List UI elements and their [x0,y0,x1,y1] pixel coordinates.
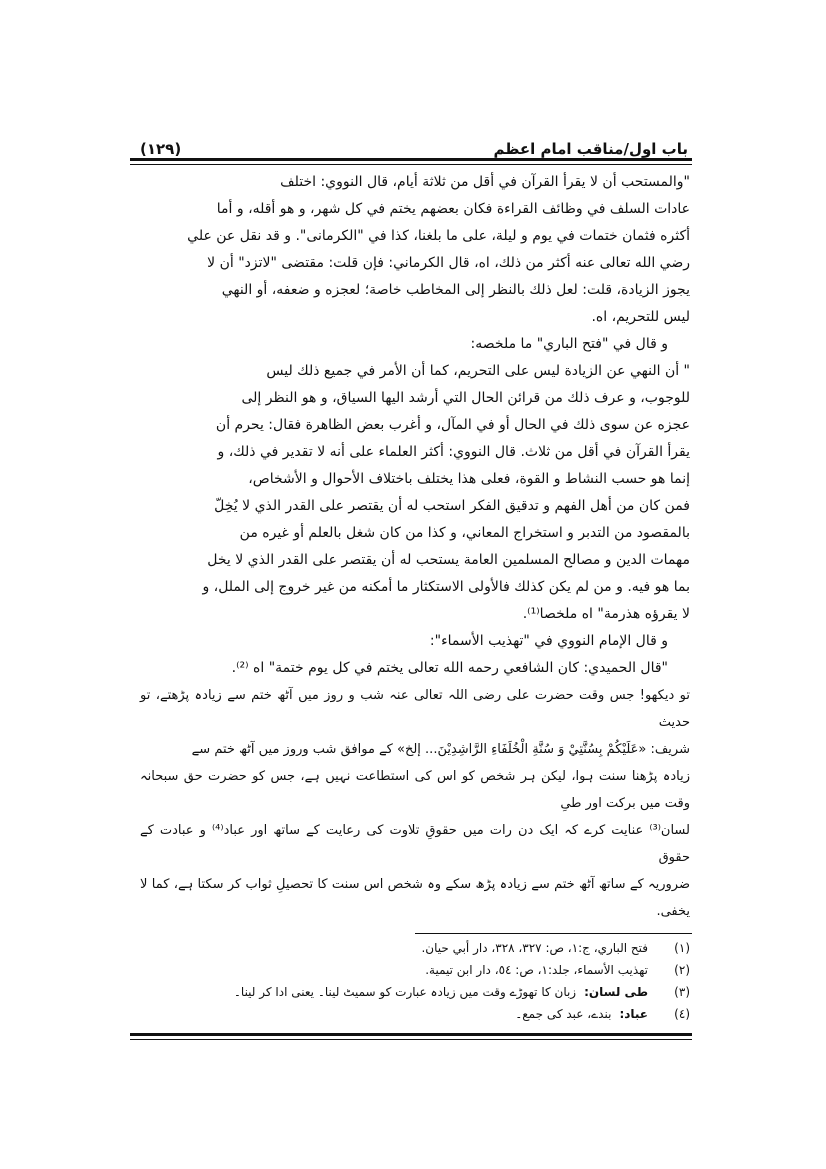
footnote-text: زبان کا تھوڑے وقت میں زیادہ عبارت کو سمیٹ لینا۔ یعنی ادا کر لینا۔ [233,985,577,999]
text-line: رضي الله تعالى عنه أكثر من ذلك، اه، قال الكرماني: فإن قلت: مقتضى "لاتزد" أن لا [207,255,690,271]
running-header [130,128,692,158]
text-line: أكثره فثمان ختمات في يوم و ليلة، على ما بلغنا، كذا في "الكرمانى". و قد نقل عن علي [187,228,690,244]
text-line: زیادہ پڑھنا سنت ہوا، لیکن ہر شخص کو اس کی استطاعت نہیں ہے، جس کو حضرت حق سبحانہ وقت میں برکت اور طیِ [140,769,690,811]
text-line: ضروریہ کے ساتھ آٹھ ختم سے زیادہ پڑھ سکے وہ شخص اس سنت کا تحصیلِ ثواب کر سکتا ہے، کما لا یخفی. [140,877,690,919]
running-header-chapter: باب اول/مناقب امام اعظم [493,140,688,158]
page-number: (١٢٩) [140,140,182,158]
footnotes [130,934,692,1033]
text-line: و قال الإمام النووي في "تهذيب الأسماء": [429,633,668,649]
text-line: عادات السلف في وظائف القراءة فكان بعضهم يختم في كل شهر، و هو أقله، و أما [216,201,690,217]
footnote-text: بندے، عبد کی جمع۔ [515,1007,612,1021]
footnote-number: (٤) [674,1007,690,1021]
text-line: "قال الحميدي: كان الشافعي رحمه الله تعالى يختم في كل يوم ختمة" اه ⁽²⁾. [231,660,668,676]
text-line: عجزه عن سوى ذلك في الحال أو في المآل، و أغرب بعض الظاهرة فقال: يحرم أن [215,417,690,433]
text-line: يجوز الزيادة، قلت: لعل ذلك بالنظر إلى المخاطب خاصة؛ لعجزه و ضعفه، أو النهي [221,282,690,298]
text-line: شریف: «عَلَيْكُمْ بِسُنَّتِيْ وَ سُنَّةِ الْخُلَفَاءِ الرَّاشِدِيْنَ... إلخ» کے موافق شب وروز میں آٹھ ختم سے [191,742,690,757]
text-line: " أن النهي عن الزيادة ليس على التحريم، كما أن الأمر في جميع ذلك ليس [266,363,690,379]
text-line: بما هو فيه. و من لم يكن كذلك فالأولى الاستكثار ما أمكنه من غير خروج إلى الملل، و [202,579,690,595]
footnote-number: (٢) [674,963,690,977]
text-line: و قال في "فتح الباري" ما ملخصه: [470,336,668,352]
text-line: لا يقرؤه هذرمة" اه ملخصا⁽¹⁾. [522,606,690,622]
footnote-term: طی لسان: [584,985,648,999]
header-rule [130,158,692,165]
text-line: ليس للتحريم، اه. [591,309,690,325]
footnote-number: (٣) [674,985,690,999]
footnote-term: عباد: [619,1007,648,1021]
text-line: فمن كان من أهل الفهم و تدقيق الفكر استحب له أن يقتصر على القدر الذي لا يُخِلّ [214,498,690,514]
page [130,0,692,1040]
text-line: مهمات الدين و مصالح المسلمين العامة يستحب له أن يقتصر على القدر الذي لا يخل [207,552,690,568]
footnote-text: فتح الباري، ج:١، ص: ٣٢٧، ٣٢٨، دار أبي حيان. [421,941,648,955]
main-text [130,165,692,925]
text-line: يقرأ القرآن في أقل من ثلاث. قال النووي: أكثر العلماء على أنه لا تقدير في ذلك، و [217,444,690,460]
footnote [130,937,690,959]
footnote [130,981,690,1003]
footer-rule [130,1033,692,1040]
text-line: بالمقصود من التدبر و استخراج المعاني، و كذا من كان شغل بالعلم أو غيره من [239,525,690,541]
footnote [130,959,690,981]
text-line: "والمستحب أن لا يقرأ القرآن في أقل من ثلاثة أيام، قال النووي: اختلف [280,174,690,190]
text-line: للوجوب، و عرف ذلك من قرائن الحال التي أرشد اليها السياق، و هو النظر إلى [241,390,690,406]
text-line: لسان⁽³⁾ عنایت کرے کہ ایک دن رات میں حقوقِ تلاوت کی رعایت کے ساتھ اور عباد⁽⁴⁾ و عبادت کے حقوق [140,823,690,865]
footnote-number: (١) [674,941,690,955]
text-line: إنما هو حسب النشاط و القوة، فعلى هذا يختلف باختلاف الأحوال و الأشخاص، [248,471,690,487]
text-line: تو دیکھو! جس وقت حضرت علی رضی اللہ تعالی عنہ شب و روز میں آٹھ ختم سے زیادہ پڑھتے، تو حدیث [140,688,690,730]
footnote [130,1003,690,1025]
footnote-text: تهذيب الأسماء، جلد:١، ص: ٥٤، دار ابن تيمية. [425,963,648,977]
